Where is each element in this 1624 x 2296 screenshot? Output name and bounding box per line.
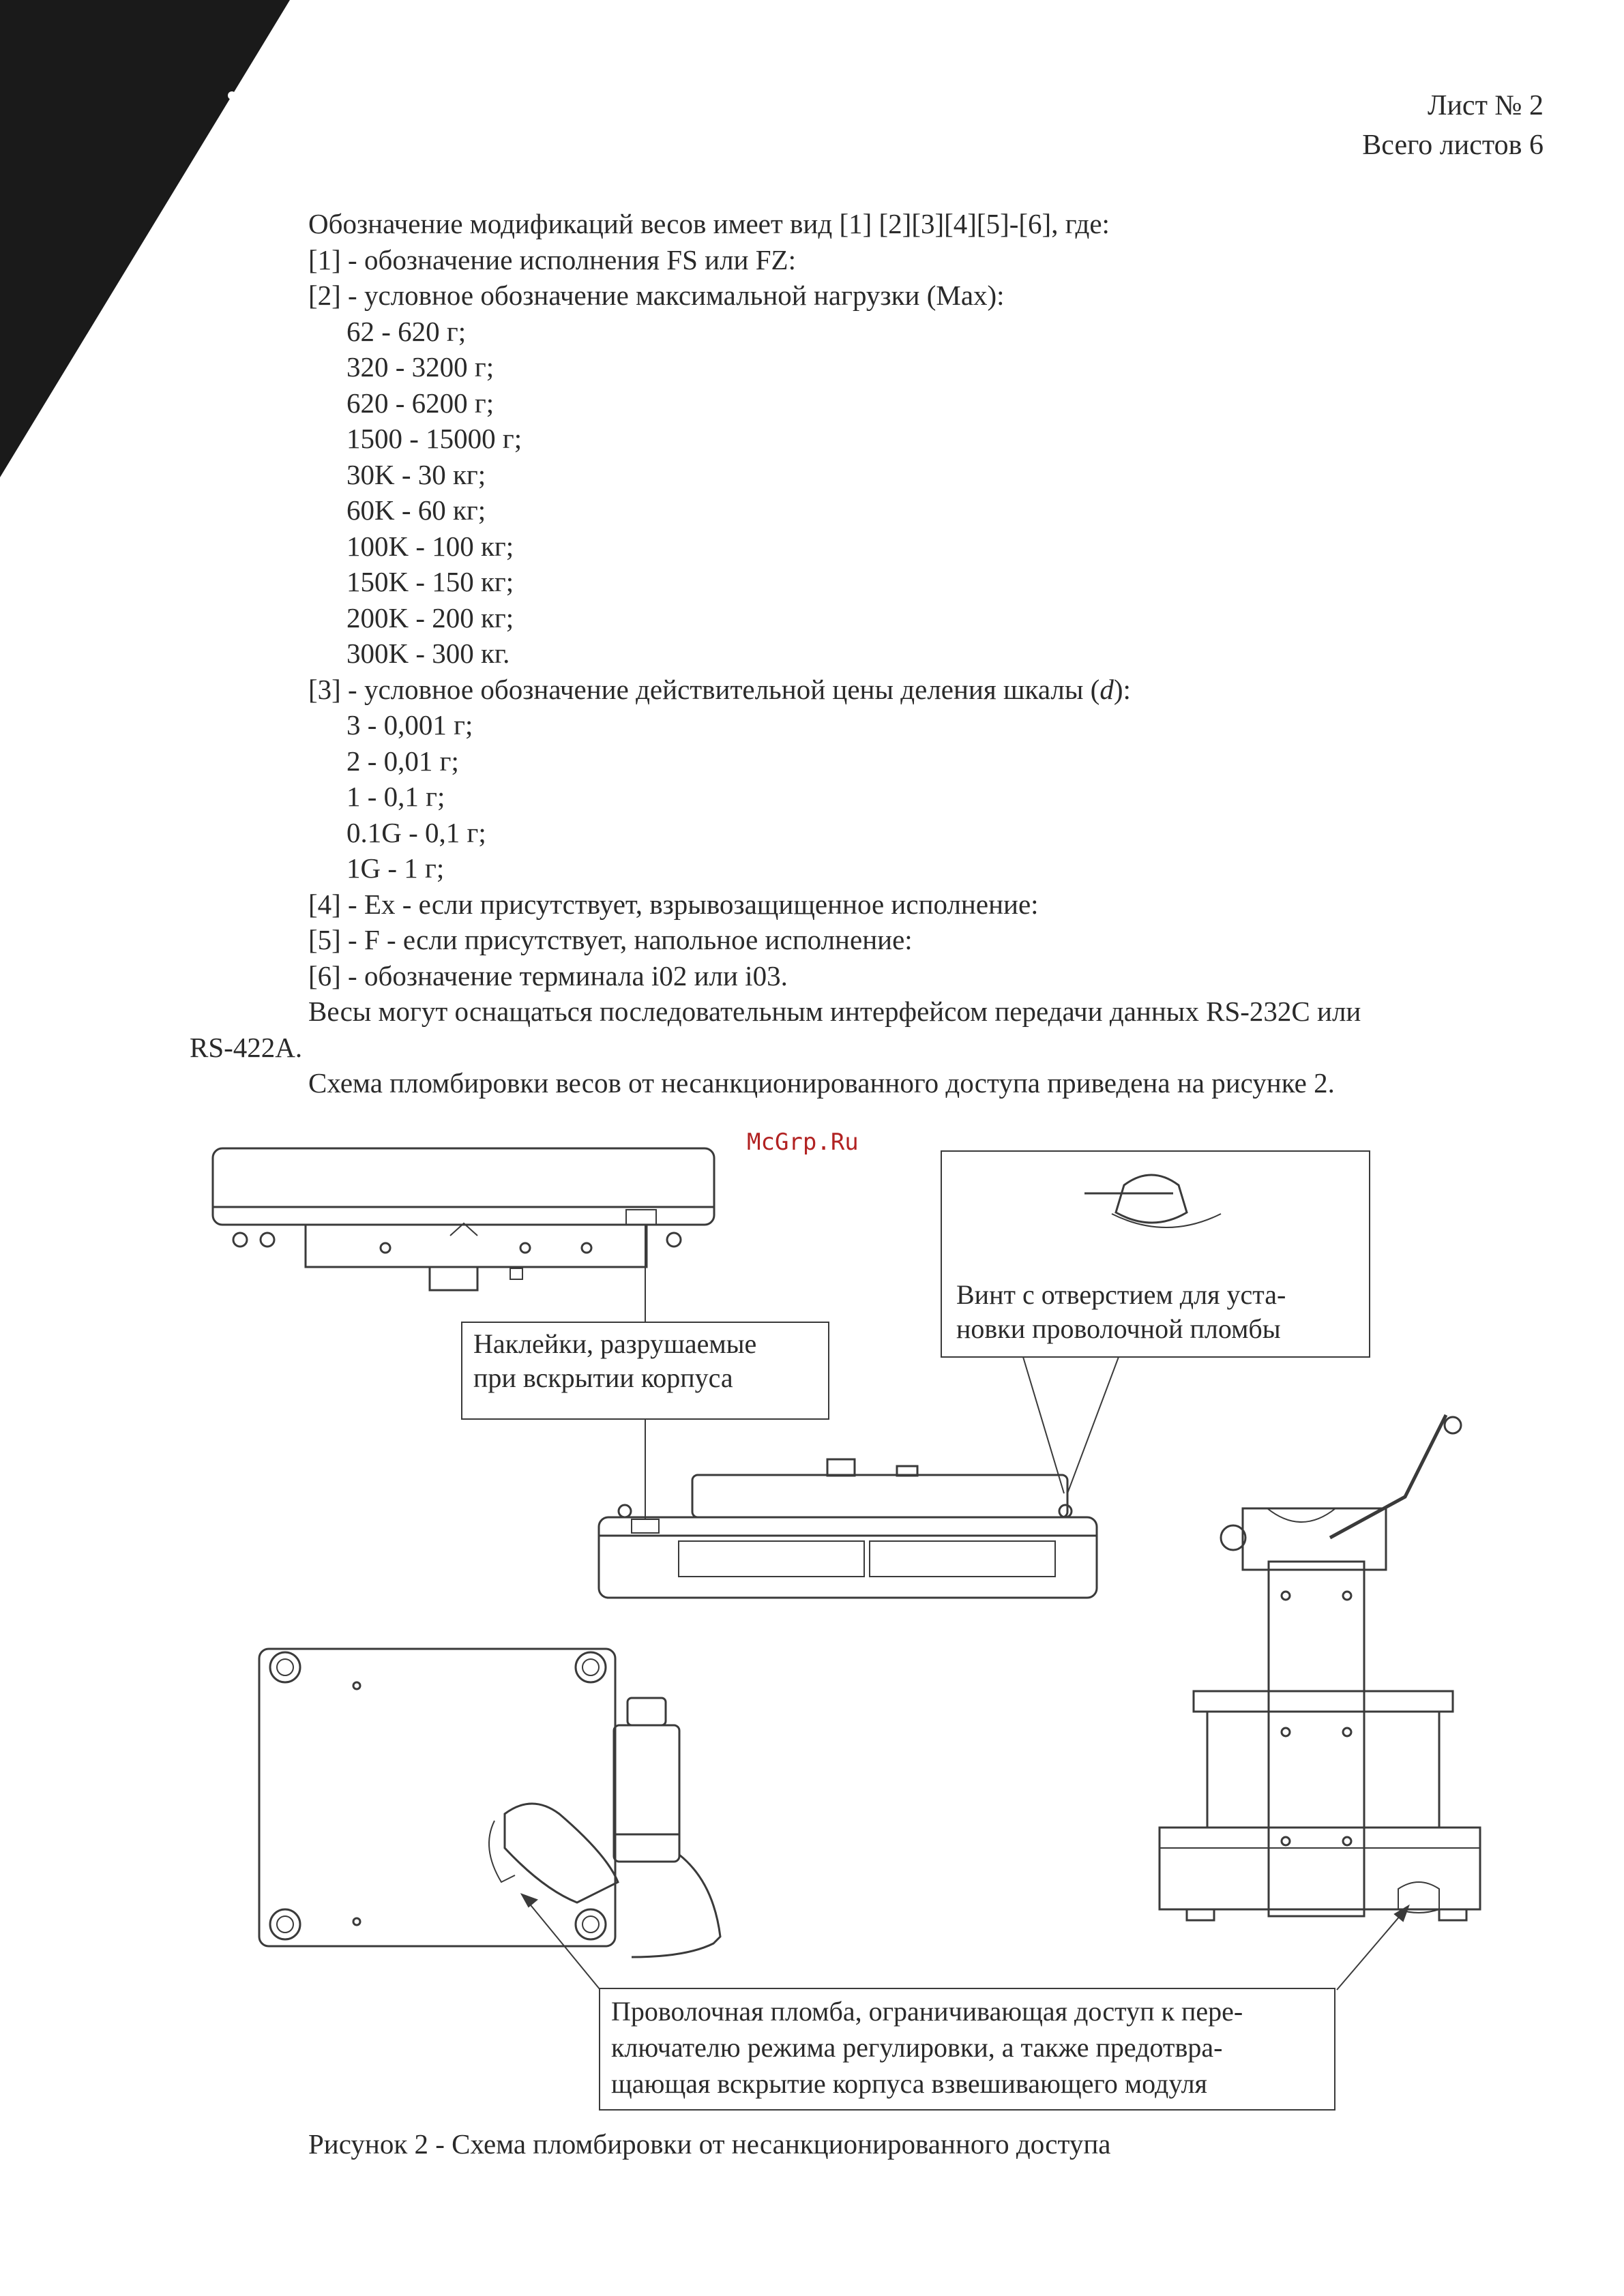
watermark: McGrp.Ru	[747, 1129, 859, 1156]
division-3: 0.1G - 0,1 г;	[346, 816, 486, 848]
division-1: 2 - 0,01 г;	[346, 745, 459, 777]
callout-stickers-line-1: Наклейки, разрушаемые	[473, 1328, 757, 1359]
callout-screw	[945, 1274, 1368, 1356]
item-4: [4] - Ex - если присутствует, взрывозащищенное исполнение:	[308, 888, 1039, 920]
callout-stickers	[461, 1322, 829, 1420]
sheet-number: Лист № 2	[1427, 90, 1544, 121]
callout-screw-line-2: новки проволочной пломбы	[956, 1313, 1281, 1344]
callout-seal-line-2: ключателю режима регулировки, а также предотвра-	[611, 2032, 1223, 2063]
item-3-end: ):	[1113, 673, 1131, 705]
callout-seal-line-3: щающая вскрытие корпуса взвешивающего модуля	[611, 2068, 1207, 2099]
callout-seal-line-1: Проволочная пломба, ограничивающая доступ к пере-	[611, 1996, 1243, 2027]
max-load-8: 200K - 200 кг;	[346, 601, 514, 633]
max-load-7: 150K - 150 кг;	[346, 566, 514, 597]
interface-line-1: Весы могут оснащаться последовательным интерфейсом передачи данных RS-232C или	[308, 996, 1361, 1027]
scale-front-view	[599, 1459, 1097, 1598]
division-2: 1 - 0,1 г;	[346, 781, 445, 812]
scale-side-view-top	[213, 1148, 714, 1290]
callout-stickers-line-2: при вскрытии корпуса	[473, 1362, 733, 1393]
max-load-2: 620 - 6200 г;	[346, 387, 494, 419]
scale-top-view	[259, 1649, 720, 1957]
division-0: 3 - 0,001 г;	[346, 709, 473, 741]
figure-caption: Рисунок 2 - Схема пломбировки от несанкционированного доступа	[308, 2128, 1111, 2160]
item-3-text: [3] - условное обозначение действительной цены деления шкалы (	[308, 673, 1100, 705]
item-2: [2] - условное обозначение максимальной нагрузки (Max):	[308, 280, 1005, 311]
intro-line: Обозначение модификаций весов имеет вид [1] [2][3][4][5]-[6], где:	[308, 208, 1110, 239]
max-load-6: 100K - 100 кг;	[346, 530, 514, 562]
max-load-5: 60K - 60 кг;	[346, 494, 486, 526]
callout-seal	[599, 1988, 1335, 2111]
max-load-1: 320 - 3200 г;	[346, 351, 494, 383]
item-6: [6] - обозначение терминала i02 или i03.	[308, 959, 788, 992]
item-1: [1] - обозначение исполнения FS или FZ:	[308, 243, 796, 275]
max-load-0: 62 - 620 г;	[346, 315, 467, 347]
scheme-reference: Схема пломбировки весов от несанкционированного доступа приведена на рисунке 2.	[308, 1067, 1335, 1099]
column-scale-view	[1160, 1415, 1480, 1920]
item-3-variable: d	[1099, 673, 1114, 705]
interface-line-2: RS-422A.	[190, 1031, 303, 1063]
callout-screw-line-1: Винт с отверстием для уста-	[956, 1279, 1286, 1310]
division-4: 1G - 1 г;	[346, 852, 445, 884]
sheets-total: Всего листов 6	[1362, 130, 1544, 161]
item-5: [5] - F - если присутствует, напольное исполнение:	[308, 924, 913, 955]
max-load-9: 300K - 300 кг.	[346, 638, 510, 669]
max-load-4: 30K - 30 кг;	[346, 458, 486, 490]
max-load-3: 1500 - 15000 г;	[346, 423, 522, 454]
